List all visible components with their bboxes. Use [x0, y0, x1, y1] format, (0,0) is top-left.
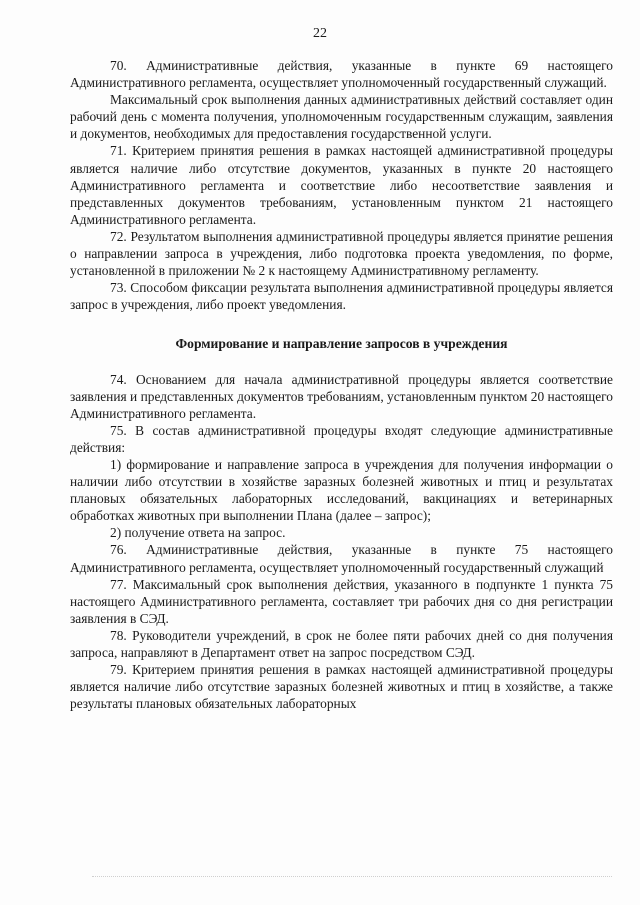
paragraph-71: 71. Критерием принятия решения в рамках настоящей административной процедуры является наличие либо отсутствие документов, указанных в пункте 20 настоящего Административного регламента и соответствие либо несоответствие заявления и представленных документов требованиям, установленным пунктом 21 настоящего Административного регламента.: [70, 143, 613, 227]
paragraph-77: 77. Максимальный срок выполнения действия, указанного в подпункте 1 пункта 75 настоящего Административного регламента, составляет три рабочих дня со дня регистрации заявления в СЭД.: [70, 576, 613, 626]
paragraph-70-deadline: Максимальный срок выполнения данных административных действий составляет один рабочий день с момента получения, уполномоченным государственным служащим, заявления и документов, необходимых для предоставления государственной услуги.: [70, 92, 613, 142]
paragraph-78: 78. Руководители учреждений, в срок не более пяти рабочих дней со дня получения запроса, направляют в Департамент ответ на запрос посредством СЭД.: [70, 627, 613, 660]
paragraph-74: 74. Основанием для начала административной процедуры является соответствие заявления и представленных документов требованиям, установленным пунктом 20 настоящего Административного регламента.: [70, 371, 613, 421]
paragraph-75-item-2: 2) получение ответа на запрос.: [110, 525, 286, 541]
paragraph-70: 70. Административные действия, указанные в пункте 69 настоящего Административного регламента, осуществляет уполномоченный государственный служащий.: [70, 58, 613, 91]
paragraph-73: 73. Способом фиксации результата выполнения административной процедуры является запрос в учреждения, либо проект уведомления.: [70, 280, 613, 313]
section-heading: Формирование и направление запросов в учреждения: [175, 336, 508, 352]
document-body: [70, 57, 613, 712]
paragraph-75-item-1: 1) формирование и направление запроса в учреждения для получения информации о наличии либо отсутствии в хозяйстве заразных болезней животных и птиц и результатах плановых обязательных лабораторных исследований, вакцинациях и ветеринарных обработках животных при выполнении Плана (далее – запрос);: [70, 456, 613, 524]
page-number: 22: [313, 26, 327, 41]
paragraph-75: 75. В состав административной процедуры входят следующие административные действия:: [70, 422, 613, 455]
paragraph-79: 79. Критерием принятия решения в рамках настоящей административной процедуры является наличие либо отсутствие заразных болезней животных и птиц в хозяйстве, а также результаты плановых обязательных лабораторных: [70, 662, 613, 712]
paragraph-72: 72. Результатом выполнения административной процедуры является принятие решения о направлении запроса в учреждения, либо подготовка проекта уведомления, по форме, установленной в приложении № 2 к настоящему Административному регламенту.: [70, 228, 613, 279]
paragraph-76: 76. Административные действия, указанные в пункте 75 настоящего Административного регламента, осуществляет уполномоченный государственный служащий: [70, 542, 613, 575]
scan-artifact-line: [92, 876, 612, 877]
